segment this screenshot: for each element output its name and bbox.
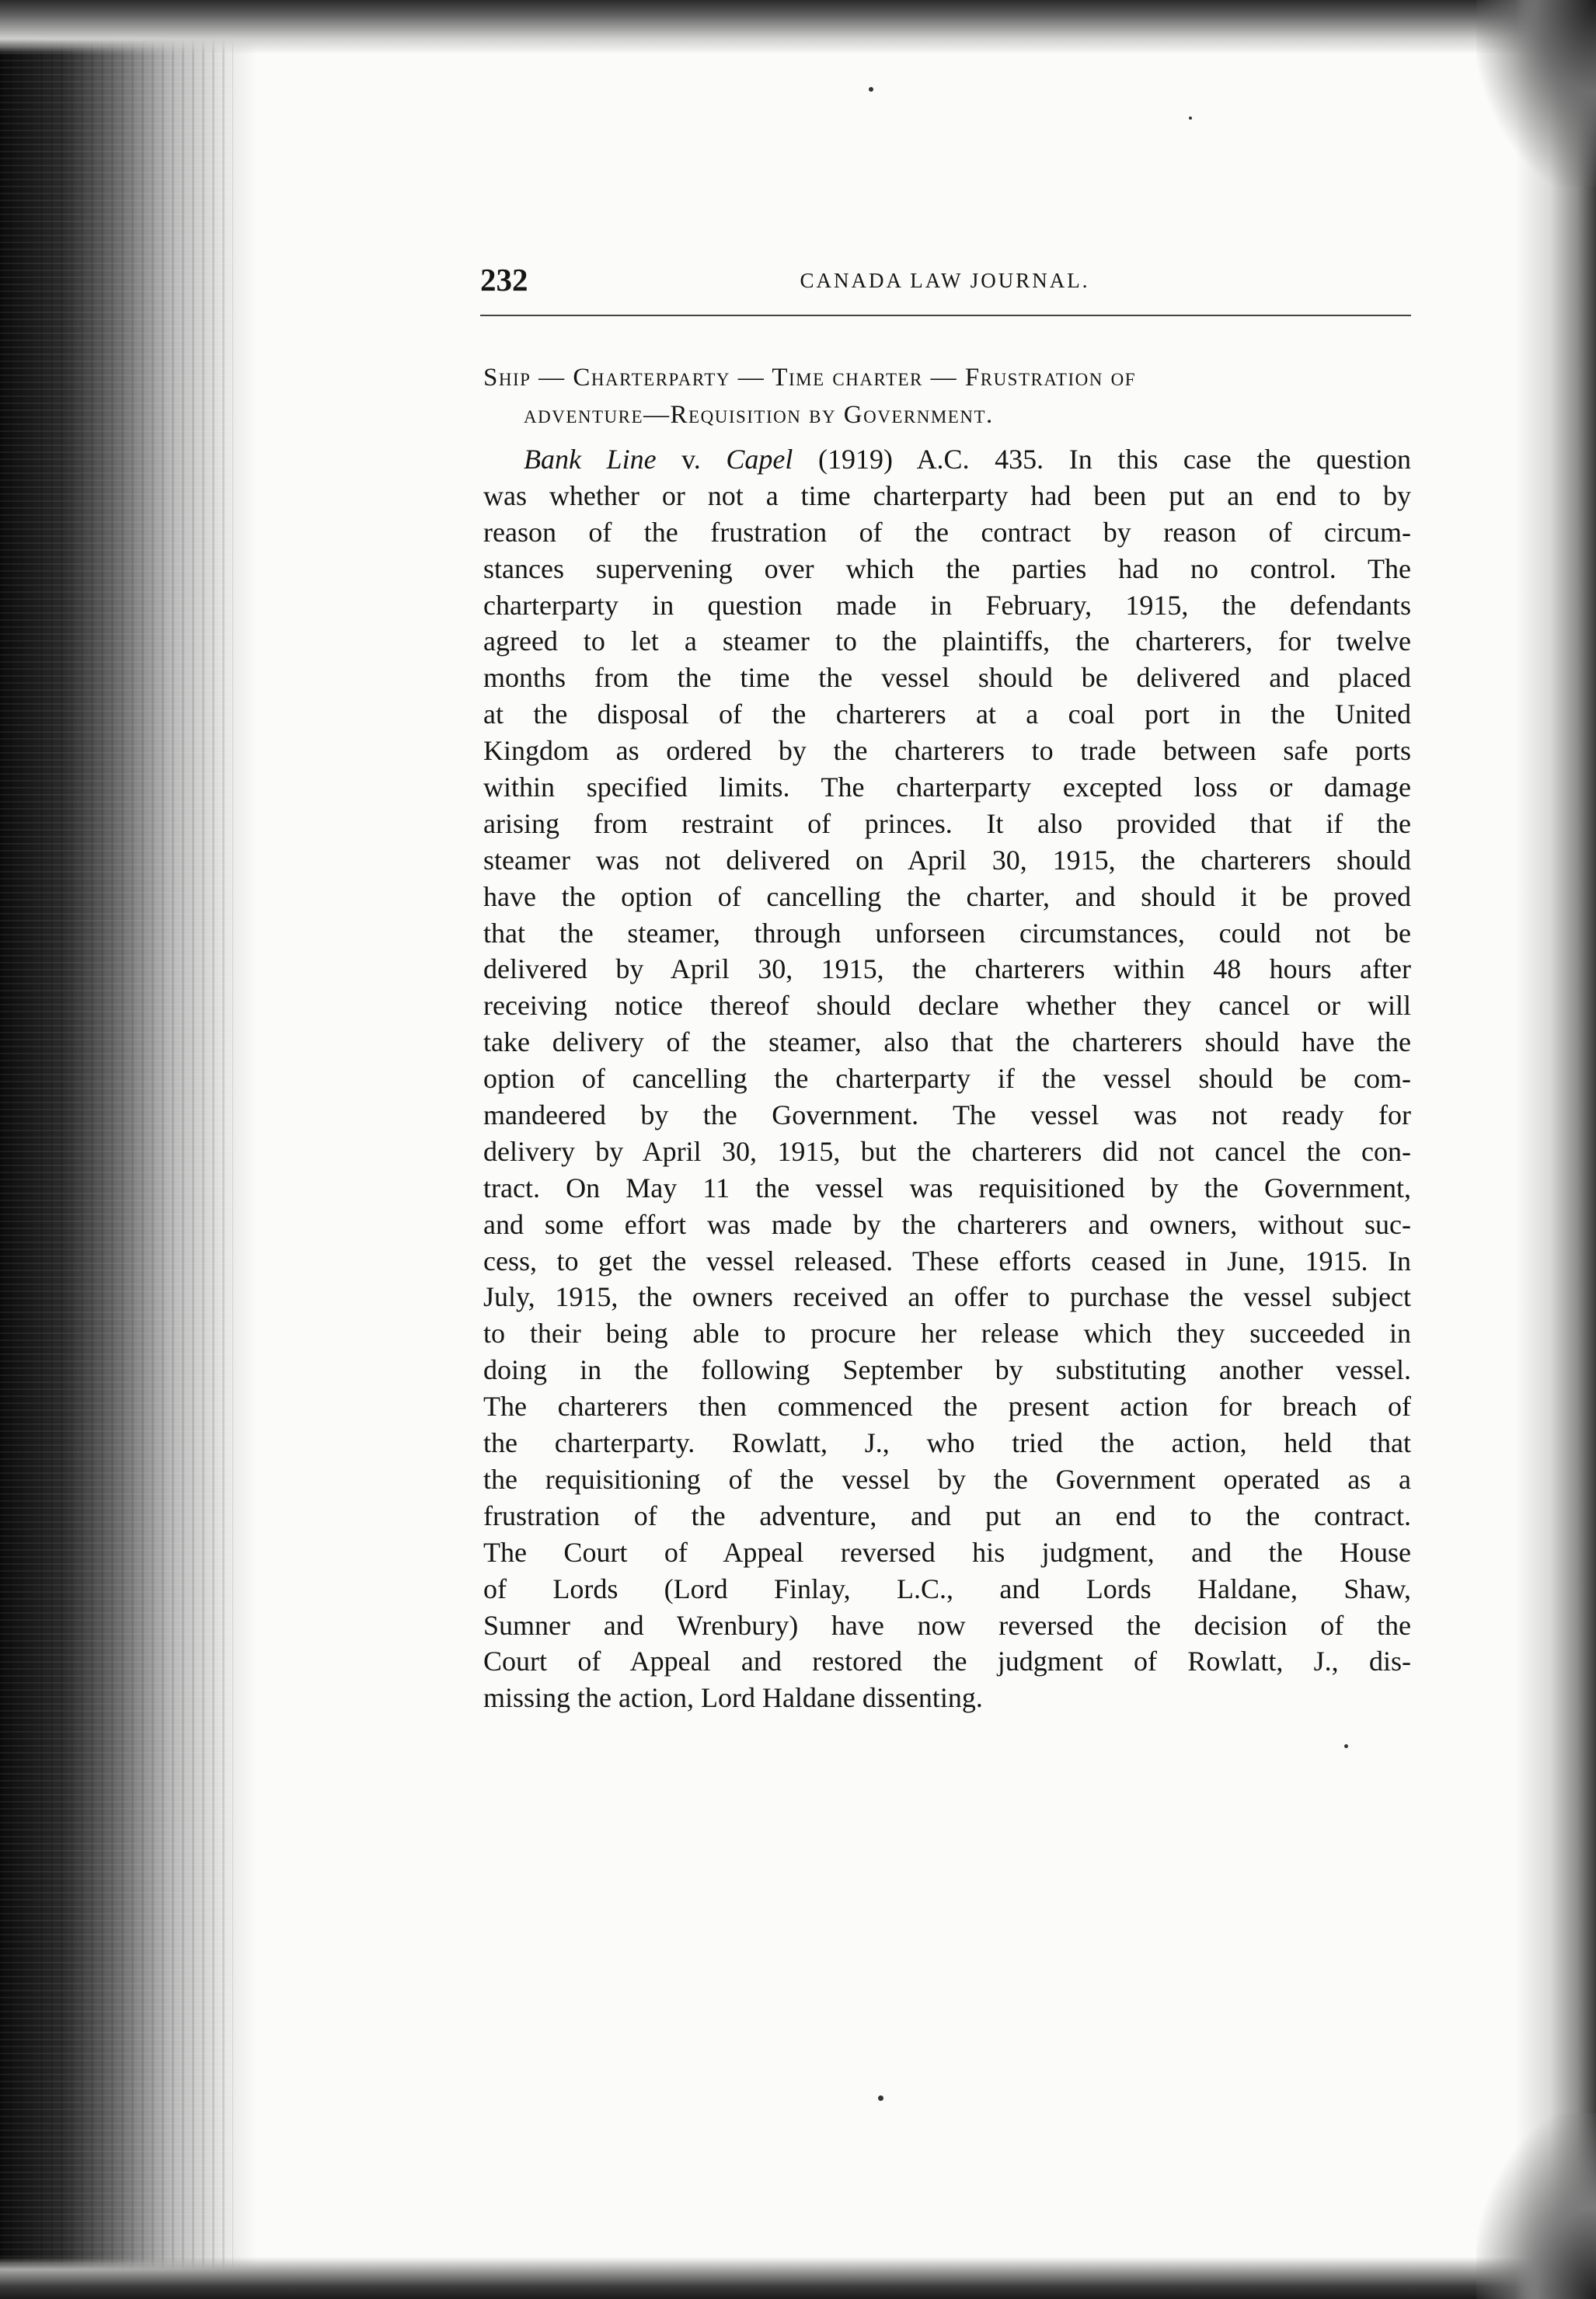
case-versus: v. xyxy=(656,444,727,475)
body-line: at the disposal of the charterers at a coal port in the United xyxy=(483,698,1411,730)
body-line: The charterers then commenced the present action for breach of xyxy=(483,1391,1411,1423)
body-line: delivered by April 30, 1915, the charterers within 48 hours after xyxy=(483,953,1411,985)
body-line: frustration of the adventure, and put an end to the contract. xyxy=(483,1500,1411,1531)
journal-title: CANADA LAW JOURNAL. xyxy=(800,269,1090,292)
body-line: and some effort was made by the charterers and owners, without suc- xyxy=(483,1208,1411,1240)
body-line: the charterparty. Rowlatt, J., who tried the action, held that xyxy=(483,1427,1411,1459)
body-line: the requisitioning of the vessel by the Government operated as a xyxy=(483,1463,1411,1495)
body-line: that the steamer, through unforseen circumstances, could not be xyxy=(483,917,1411,949)
page-number: 232 xyxy=(480,262,528,298)
case-name-plaintiff: Bank Line xyxy=(524,444,657,475)
body-line: months from the time the vessel should be delivered and placed xyxy=(483,662,1411,694)
body-line: doing in the following September by substituting another vessel. xyxy=(483,1354,1411,1386)
body-line: stances supervening over which the parties had no control. The xyxy=(483,552,1411,584)
case-name-defendant: Capel xyxy=(726,444,793,475)
body-line: agreed to let a steamer to the plaintiffs, the charterers, for twelve xyxy=(483,625,1411,657)
body-line: cess, to get the vessel released. These efforts ceased in June, 1915. In xyxy=(483,1245,1411,1277)
body-line: Kingdom as ordered by the charterers to trade between safe ports xyxy=(483,735,1411,767)
headnote-line: adventure—Requisition by Government. xyxy=(524,401,994,429)
headnote-heading xyxy=(483,359,1413,434)
scan-speck xyxy=(878,2095,883,2101)
headnote-line: Ship — Charterparty — Time charter — Frustration of xyxy=(483,364,1137,392)
scan-speck xyxy=(869,87,873,92)
binding-gutter-texture xyxy=(0,0,233,2299)
body-line: mandeered by the Government. The vessel was not ready for xyxy=(483,1099,1411,1131)
body-line: receiving notice thereof should declare whether they cancel or will xyxy=(483,990,1411,1022)
citation-text: (1919) A.C. 435. In this case the question xyxy=(793,444,1411,475)
bottom-right-corner-shadow xyxy=(1476,2113,1596,2299)
body-line: reason of the frustration of the contract by reason of circum- xyxy=(483,516,1411,548)
case-note-body xyxy=(483,441,1411,1716)
body-line: The Court of Appeal reversed his judgment, and the House xyxy=(483,1536,1411,1568)
body-line: option of cancelling the charterparty if the vessel should be com- xyxy=(483,1063,1411,1095)
top-edge-shadow xyxy=(0,0,1596,54)
bottom-edge-shadow xyxy=(0,2257,1596,2299)
top-right-corner-shadow xyxy=(1476,0,1596,186)
scan-speck xyxy=(1189,117,1192,120)
body-line: to their being able to procure her release which they succeeded in xyxy=(483,1318,1411,1350)
body-line: charterparty in question made in February, 1915, the defendants xyxy=(483,589,1411,621)
body-line: steamer was not delivered on April 30, 1915, the charterers should xyxy=(483,844,1411,876)
body-line: was whether or not a time charterparty had been put an end to by xyxy=(483,479,1411,511)
body-line: Sumner and Wrenbury) have now reversed the decision of the xyxy=(483,1609,1411,1641)
body-line: of Lords (Lord Finlay, L.C., and Lords Haldane, Shaw, xyxy=(483,1573,1411,1604)
body-line: tract. On May 11 the vessel was requisitioned by the Government, xyxy=(483,1172,1411,1203)
body-line: delivery by April 30, 1915, but the charterers did not cancel the con- xyxy=(483,1135,1411,1167)
running-head xyxy=(480,261,1410,308)
scan-speck xyxy=(1344,1744,1348,1748)
body-line: arising from restraint of princes. It also provided that if the xyxy=(483,807,1411,839)
right-edge-shadow xyxy=(1515,0,1596,2299)
body-line: within specified limits. The charterparty excepted loss or damage xyxy=(483,772,1411,803)
body-line: have the option of cancelling the charter, and should it be proved xyxy=(483,880,1411,912)
body-line: missing the action, Lord Haldane dissenting. xyxy=(483,1682,983,1714)
body-line: Court of Appeal and restored the judgment of Rowlatt, J., dis- xyxy=(483,1646,1411,1677)
body-line: July, 1915, the owners received an offer to purchase the vessel subject xyxy=(483,1281,1411,1313)
running-head-rule xyxy=(480,315,1411,316)
body-line xyxy=(483,441,1411,478)
body-line: take delivery of the steamer, also that the charterers should have the xyxy=(483,1026,1411,1058)
